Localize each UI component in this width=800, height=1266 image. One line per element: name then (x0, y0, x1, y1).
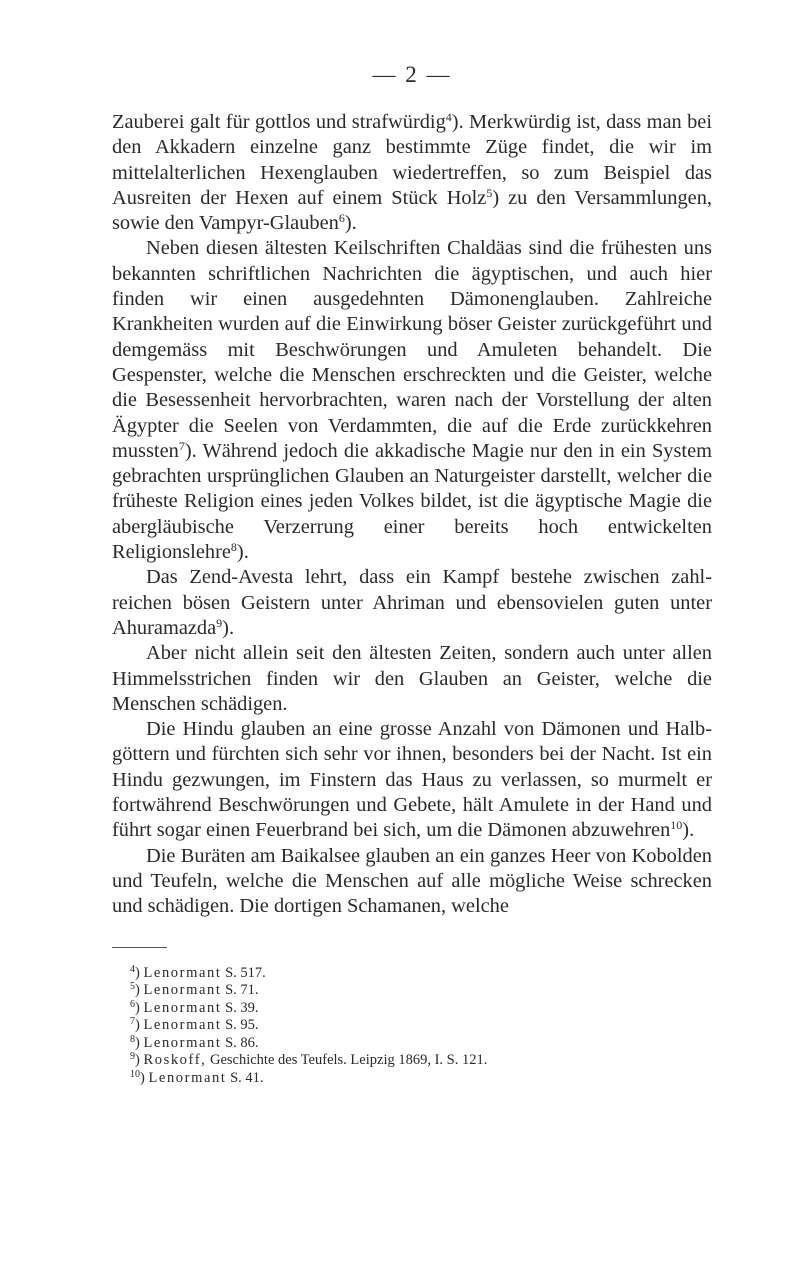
footnote-author: Roskoff, (143, 1052, 207, 1069)
paragraph-text: Die Hindu glauben an eine grosse Anzahl von Dämonen und Halbgöttern und fürchten sich sehr vor ihnen, besonders bei der Nacht. Ist ein Hindu gezwungen, im Finstern das Haus zu verlassen, so murmelt er fortwährend Beschwörungen und Gebete, hält Amulete in der Hand und führt sogar einen Feuerbrand bei sich, um die Dämonen abzuwehren (112, 718, 712, 842)
footnote (130, 965, 712, 983)
paragraph-text: ). Während jedoch die akkadische Magie nur den in ein System gebrachten ursprünglichen Glauben an Naturgeister darstellt, welcher die früheste Religion eines jeden Volkes bildet, ist die ägyptische Magie die abergläubische Verzerrung einer bereits hoch entwickelten Religionslehre (112, 439, 712, 564)
footnote-number: 10 (130, 1069, 140, 1081)
footnote-divider (112, 947, 167, 948)
page-number: — 2 — (372, 62, 452, 87)
footnote-paren: ) (140, 1070, 149, 1087)
footnote-number: 9 (130, 1051, 135, 1063)
footnote-paren: ) (135, 964, 144, 981)
footnote-reference: 5 (486, 185, 493, 200)
footnote-reference: 8 (230, 540, 237, 555)
footnote-reference-text: S. 95. (225, 1017, 259, 1034)
footnote-paren: ) (135, 1034, 144, 1051)
footnote-author: Lenormant (143, 1034, 222, 1051)
footnote-author: Lenormant (143, 964, 222, 981)
paragraph-text: ). Merkwürdig ist, dass man bei den Akkadern einzelne ganz bestimmte Züge findet, die wir im mittelalterlichen Hexenglauben wiedertreffen, so zum Beispiel das Ausreiten der Hexen auf einem Stück Holz (112, 111, 712, 209)
footnote-paren: ) (135, 1052, 144, 1069)
paragraph-text: ) zu den Versammlungen, sowie den Vampyr-Glauben (112, 186, 712, 235)
paragraph (112, 565, 712, 641)
footnote-number: 6 (130, 998, 135, 1010)
footnote-reference: 4 (445, 110, 452, 124)
paragraph-text: Zauberei galt für gottlos und strafwürdig (112, 111, 446, 133)
footnote-paren: ) (135, 1017, 144, 1034)
footnote (130, 1017, 712, 1035)
footnote-reference: 7 (178, 438, 185, 453)
footnote (130, 1070, 712, 1088)
footnote-paren: ) (135, 982, 144, 999)
paragraph-text: Aber nicht allein seit den ältesten Zeiten, sondern auch unter allen Himmelsstrichen finden wir den Glauben an Geister, welche die Menschen schädigen. (112, 642, 712, 715)
footnote-author: Lenormant (143, 1017, 222, 1034)
footnote-number: 4 (130, 963, 135, 975)
footnote-reference-text: S. 71. (225, 982, 259, 999)
footnote-reference: 6 (338, 211, 345, 226)
footnote-paren: ) (135, 999, 144, 1016)
footnote (130, 1035, 712, 1053)
paragraph (112, 641, 712, 717)
paragraph-text: Neben diesen ältesten Keilschriften Chaldäas sind die frühesten uns bekannten schriftlichen Nachrichten die ägyptischen, und auch hier finden wir einen ausgedehnten Dämonenglauben. Zahlreiche Krankheiten wurden auf die Einwirkung böser Geister zurückgeführt und demgemäss mit Beschwörungen und Amuleten behandelt. Die Gespenster, welche die Menschen erschreckten und die Geister, welche die Besessenheit hervorbrachten, waren nach der Vorstellung der alten Ägypter die Seelen von Verdammten, die auf die Erde zurückkehren mussten (112, 237, 712, 462)
footnote (130, 982, 712, 1000)
paragraph-text: Die Buräten am Baikalsee glauben an ein ganzes Heer von Kobolden und Teufeln, welche die Menschen auf alle mögliche Weise schrecken und schädigen. Die dortigen Schamanen, welche (112, 844, 712, 918)
paragraph-text: ). (222, 616, 235, 639)
footnote (130, 1000, 712, 1018)
paragraph (112, 110, 712, 236)
footnote-author: Lenormant (148, 1070, 227, 1087)
footnote-author: Lenormant (143, 982, 222, 999)
paragraph (112, 236, 712, 565)
paragraph (112, 717, 712, 843)
footnote-author: Lenormant (143, 999, 222, 1016)
paragraph (112, 844, 712, 920)
paragraph-text: ). (682, 819, 695, 842)
footnote-reference-text: S. 41. (230, 1070, 264, 1087)
footnote-reference: 9 (216, 615, 223, 630)
footnote-reference-text: S. 39. (225, 999, 259, 1016)
footnote-reference-text: Geschichte des Teufels. Leipzig 1869, I. S. 121. (209, 1052, 488, 1069)
footnote-reference-text: S. 86. (225, 1034, 259, 1051)
footnote (130, 1052, 712, 1070)
footnote-number: 5 (130, 981, 135, 993)
paragraph-text: ). (344, 212, 357, 235)
page (112, 60, 712, 1088)
paragraph-text: ). (236, 541, 249, 564)
paragraph-text: Das Zend-Avesta lehrt, dass ein Kampf bestehe zwischen zahlreichen bösen Geistern unter Ahriman und ebensovielen guten unter Ahuramazda (112, 566, 712, 639)
footnote-number: 7 (130, 1016, 135, 1028)
footnotes (130, 965, 712, 1088)
footnote-reference: 10 (670, 818, 683, 833)
footnote-reference-text: S. 517. (225, 964, 266, 981)
footnote-number: 8 (130, 1033, 135, 1045)
body-text (112, 110, 712, 920)
